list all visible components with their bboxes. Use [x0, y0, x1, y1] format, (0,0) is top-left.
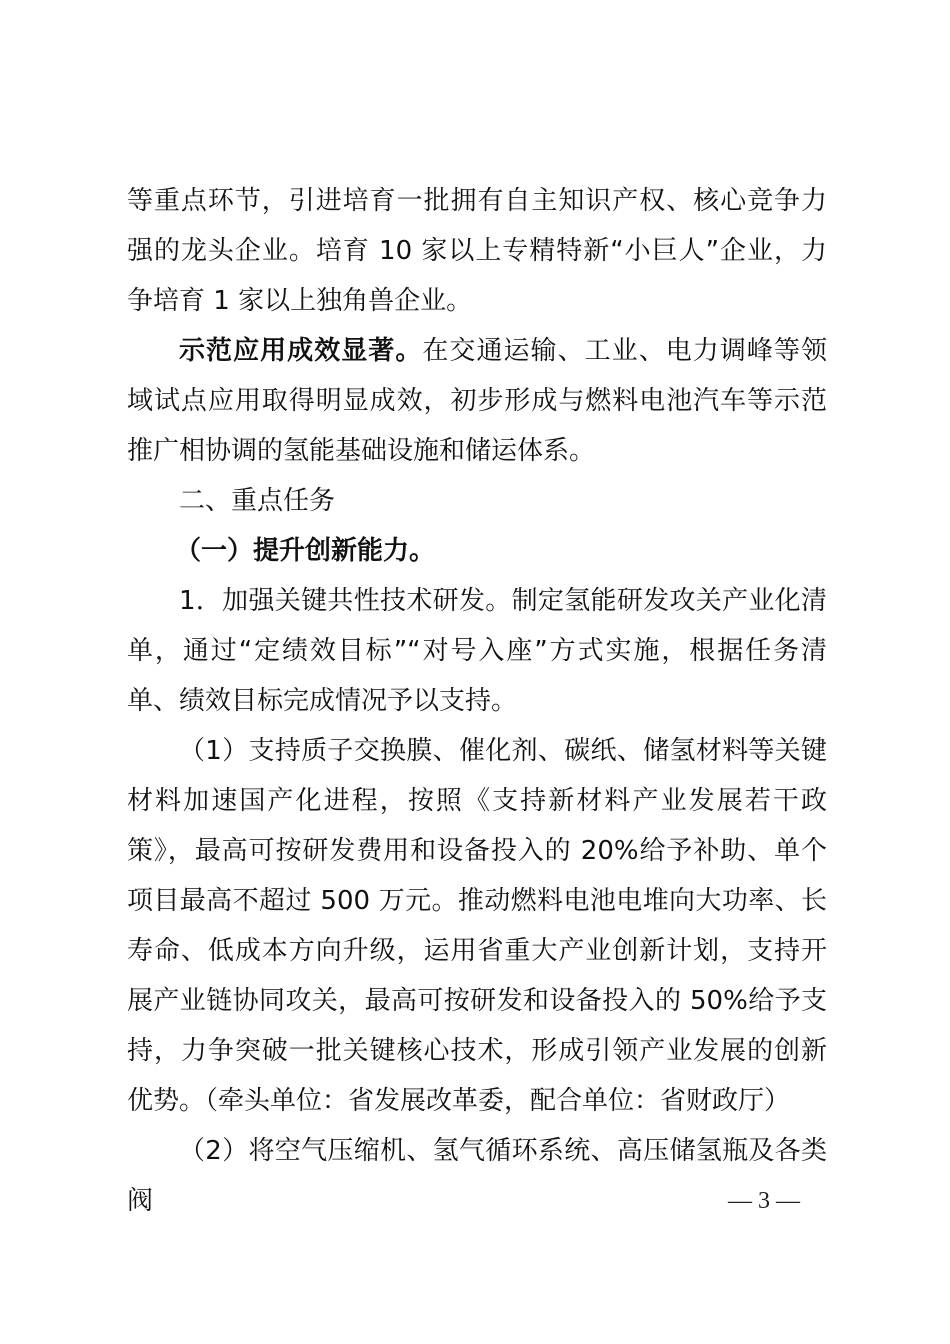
subsection-heading: （一）提升创新能力。 — [175, 536, 436, 566]
document-body — [127, 176, 827, 1226]
item-1-1-paragraph: （1）支持质子交换膜、催化剂、碳纸、储氢材料等关键材料加速国产化进程，按照《支持新材料产业发展若干政策》，最高可按研发费用和设备投入的 20%给予补助、单个项目最高不超过 500 万元。推动燃料电池电堆向大功率、长寿命、低成本方向升级，运用省重大产业创新计划，支持开展产业链协同攻关，最高可按研发和设备投入的 50%给予支持，力争突破一批关键核心技术，形成引领产业发展的创新优势。（牵头单位：省发展改革委，配合单位：省财政厅） — [127, 736, 827, 1116]
paragraph-body-text: 在交通运输、工业、电力调峰等领域试点应用取得明显成效，初步形成与燃料电池汽车等示范推广相协调的氢能基础设施和储运体系。 — [127, 336, 827, 466]
item-1-paragraph: 1．加强关键共性技术研发。制定氢能研发攻关产业化清单，通过“定绩效目标”“对号入座”方式实施，根据任务清单、绩效目标完成情况予以支持。 — [127, 586, 827, 716]
paragraph-demonstration — [127, 326, 827, 476]
page-number: — 3 — — [728, 1188, 800, 1214]
section-heading: 二、重点任务 — [179, 486, 336, 516]
paragraph-lead-text: 示范应用成效显著。 — [179, 336, 423, 366]
paragraph-leading-enterprises: 等重点环节，引进培育一批拥有自主知识产权、核心竞争力强的龙头企业。培育 10 家以上专精特新“小巨人”企业，力争培育 1 家以上独角兽企业。 — [127, 186, 827, 316]
item-1-2-paragraph: （2）将空气压缩机、氢气循环系统、高压储氢瓶及各类阀 — [127, 1136, 827, 1216]
